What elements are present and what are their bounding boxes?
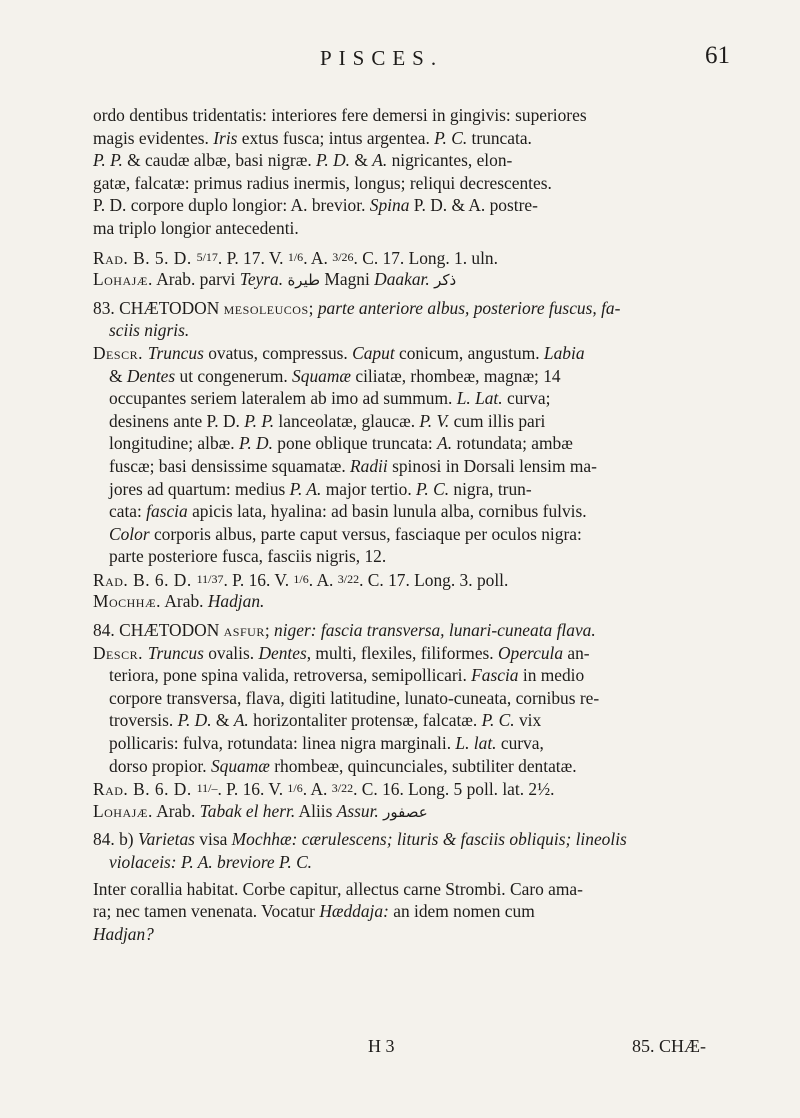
diagnosis: P. A. breviore P. C. (180, 852, 313, 872)
text: . A. (308, 569, 338, 590)
diagnosis: Mochhæ: cærulescens; lituris & fasciis obliquis; lineolis (231, 829, 627, 850)
term: Spina (369, 195, 410, 216)
text-line: corpore transversa, flava, digiti latitudine, lunato-cuneata, cornibus re- (109, 687, 600, 708)
text: ovalis. (203, 642, 259, 663)
term: A. (437, 433, 453, 454)
term: Iris (213, 127, 238, 148)
radii-line (93, 777, 753, 800)
text-line (93, 500, 753, 523)
text: & (350, 150, 373, 171)
entry-number: 84. (93, 620, 115, 641)
term: P. C. (481, 710, 515, 731)
diagnosis: sciis nigris. (109, 320, 190, 341)
term: Assur. (336, 800, 379, 821)
text: ovatus, compressus. (203, 342, 353, 363)
text: conicum, angustum. (394, 342, 544, 363)
entry-83 (93, 297, 753, 613)
text: nigricantes, elon- (387, 150, 513, 171)
species-genus: CHÆTODON (119, 297, 220, 318)
locality: Mochhæ. (93, 591, 161, 612)
term: Dentes (126, 365, 176, 386)
text: visa (194, 829, 232, 850)
term: Caput (352, 342, 395, 363)
species-epithet: asfur (223, 620, 265, 641)
term: Fascia (471, 665, 519, 686)
arabic-word: ذكر (434, 271, 457, 290)
running-title: PISCES. (320, 46, 444, 70)
radii-line (93, 568, 753, 591)
fraction: 11/37 (196, 571, 224, 586)
term: Dentes (258, 642, 307, 663)
text: horizontaliter protensæ, falcatæ. (248, 710, 482, 731)
term: Squamæ (210, 755, 270, 776)
term: Truncus (147, 342, 204, 363)
text-line (93, 455, 753, 478)
term: P. C. (434, 127, 468, 148)
text-line (93, 642, 753, 665)
entry-heading (93, 619, 753, 642)
text-line (93, 365, 753, 388)
term: fascia (146, 501, 188, 522)
page-footer (0, 1036, 800, 1066)
text: an idem nomen cum (388, 901, 535, 922)
term: L. lat. (455, 733, 497, 754)
text-line (93, 732, 753, 755)
text: ut congenerum. (175, 365, 293, 386)
text: apicis lata, hyalina: ad basin lunula alba, cornibus fulvis. (187, 501, 587, 522)
text: truncata. (467, 127, 532, 148)
term: Opercula (498, 642, 564, 663)
term: P. P. (93, 150, 123, 171)
text: an- (563, 642, 590, 663)
text: jores ad quartum: medius (109, 478, 290, 499)
text: extus fusca; intus argentea. (237, 127, 435, 148)
text-line (93, 319, 753, 342)
text: P. D. & A. postre- (409, 195, 538, 216)
term: A. (233, 710, 249, 731)
text: longitudine; albæ. (109, 433, 239, 454)
entry-number: 84. b) (93, 829, 134, 850)
term: Truncus (147, 642, 204, 663)
text: in medio (518, 665, 585, 686)
term: P. D. (316, 150, 351, 171)
term: Squamæ (292, 365, 351, 386)
term: Labia (543, 342, 585, 363)
text: ; (264, 620, 275, 641)
term: P. P. (244, 410, 275, 431)
text: troversis. (109, 710, 178, 731)
text-line: ma triplo longior antecedenti. (93, 217, 299, 238)
locality-line (93, 800, 753, 823)
locality: Lohajæ. (93, 800, 153, 821)
text-line (93, 664, 753, 687)
text: Descr. (93, 642, 148, 663)
page-number: 61 (705, 42, 730, 69)
arabic-word: طيرة (287, 271, 321, 290)
species-epithet: mesoleucos (223, 297, 309, 318)
text: vix (514, 710, 542, 731)
text-line (93, 755, 753, 778)
term: P. A. (289, 478, 322, 499)
text-line (93, 900, 753, 923)
text: P. D. corpore duplo longior: A. brevior. (93, 195, 370, 216)
term: P. C. (416, 478, 450, 499)
diagnosis: niger: fascia transversa, lunari-cuneata flava. (274, 620, 596, 641)
text: Magni (320, 269, 375, 290)
text: Descr. (93, 342, 148, 363)
text: curva, (496, 733, 544, 754)
entry-heading (93, 297, 753, 320)
text: . C. 17. Long. 3. poll. (359, 569, 509, 590)
term: Color (109, 523, 150, 544)
fraction: 3/22 (337, 571, 360, 586)
text: . A. (303, 247, 333, 268)
text: Rad. B. 6. D. (93, 569, 197, 590)
text: rhombeæ, quincunciales, subtiliter dentatæ. (269, 755, 577, 776)
intro-paragraph (93, 104, 753, 291)
text: & caudæ albæ, basi nigræ. (122, 150, 317, 171)
text: occupantes seriem lateralem ab imo ad summum. (109, 388, 457, 409)
term: Radii (350, 455, 388, 476)
text: Arab. (160, 591, 208, 612)
text-line (93, 127, 753, 150)
text: ciliatæ, rhombeæ, magnæ; 14 (351, 365, 561, 386)
text: corporis albus, parte caput versus, fasciaque per oculos nigra: (149, 523, 582, 544)
locality-line (93, 268, 753, 291)
text-line (93, 149, 753, 172)
text: rotundata; ambæ (452, 433, 573, 454)
fraction: 1/6 (293, 571, 309, 586)
text-line (93, 523, 753, 546)
text: lanceolatæ, glaucæ. (274, 410, 420, 431)
text: ra; nec tamen venenata. Vocatur (93, 901, 320, 922)
page-header (0, 42, 800, 86)
term: Teyra. (239, 269, 284, 290)
fraction: 3/26 (332, 249, 354, 264)
text: . C. 17. Long. 1. uln. (353, 247, 498, 268)
term: P. D. (177, 710, 212, 731)
fraction: 5/17 (196, 249, 218, 264)
term: P. V. (419, 410, 450, 431)
fraction: 3/22 (331, 781, 354, 796)
text: curva; (502, 388, 551, 409)
entry-84b (93, 828, 753, 945)
text: fuscæ; basi densissime squamatæ. (109, 455, 351, 476)
entry-number: 83. (93, 297, 115, 318)
text-line (93, 923, 753, 946)
text: pone oblique truncata: (272, 433, 438, 454)
fraction: 1/6 (287, 249, 304, 264)
body-text (93, 104, 753, 945)
text-line (93, 851, 753, 874)
term: Daakar. (374, 269, 430, 290)
text: ; (308, 297, 318, 318)
text: . P. 16. V. (223, 569, 294, 590)
term: L. Lat. (456, 388, 503, 409)
fraction: 11/– (196, 781, 218, 796)
term: P. D. (238, 433, 273, 454)
text-line: parte posteriore fusca, fasciis nigris, 12. (109, 546, 387, 567)
text: spinosi in Dorsali lensim ma- (387, 455, 597, 476)
text-line: gatæ, falcatæ: primus radius inermis, longus; reliqui decrescentes. (93, 172, 552, 193)
fraction: 1/6 (287, 781, 303, 796)
text-line (93, 387, 753, 410)
text: Aliis (295, 800, 337, 821)
term: Varietas (137, 829, 195, 850)
entry-84 (93, 619, 753, 822)
text-line (93, 194, 753, 217)
text: . A. (302, 779, 332, 800)
arabic-word: عصفور (383, 802, 428, 821)
text: nigra, trun- (449, 478, 532, 499)
text: cum illis pari (449, 410, 546, 431)
text: & (211, 710, 234, 731)
text: . P. 17. V. (217, 247, 288, 268)
term: Hadjan? (93, 923, 154, 944)
text-line (93, 410, 753, 433)
text: . P. 16. V. (217, 779, 288, 800)
text: & (109, 365, 127, 386)
signature-mark: H 3 (368, 1036, 395, 1056)
diagnosis: violaceis: (109, 852, 181, 872)
text: pollicaris: fulva, rotundata: linea nigra marginali. (109, 733, 456, 754)
text-line (93, 478, 753, 501)
text: Arab. (152, 800, 200, 821)
catchword: 85. CHÆ- (632, 1036, 707, 1056)
text-line: ordo dentibus tridentatis: interiores fere demersi in gingivis: superiores (93, 105, 587, 125)
entry-heading (93, 828, 753, 851)
text: , multi, flexiles, filiformes. (306, 642, 498, 663)
locality: Lohajæ. (93, 269, 153, 290)
text: teriora, pone spina valida, retroversa, semipollicari. (109, 665, 472, 686)
term: Tabak el herr. (199, 800, 296, 821)
text: dorso propior. (109, 755, 211, 776)
text-line (93, 709, 753, 732)
text: Rad. B. 6. D. (93, 779, 197, 800)
text: major tertio. (321, 478, 417, 499)
text: cata: (109, 501, 147, 522)
species-genus: CHÆTODON (119, 620, 220, 641)
text-line (93, 432, 753, 455)
text: Arab. parvi (152, 269, 240, 290)
term: A. (372, 150, 388, 171)
diagnosis: parte anteriore albus, posteriore fuscus, fa- (317, 297, 621, 318)
text: desinens ante P. D. (109, 410, 245, 431)
text: . C. 16. Long. 5 poll. lat. 2½. (353, 779, 555, 800)
text: Rad. B. 5. D. (93, 247, 197, 268)
text-line: Inter corallia habitat. Corbe capitur, allectus carne Strombi. Caro ama- (93, 878, 583, 899)
term: Hadjan. (207, 591, 265, 612)
locality-line (93, 590, 753, 613)
term: Hæddaja: (319, 901, 389, 922)
radii-line (93, 246, 753, 269)
text: magis evidentes. (93, 127, 214, 148)
text-line (93, 342, 753, 365)
